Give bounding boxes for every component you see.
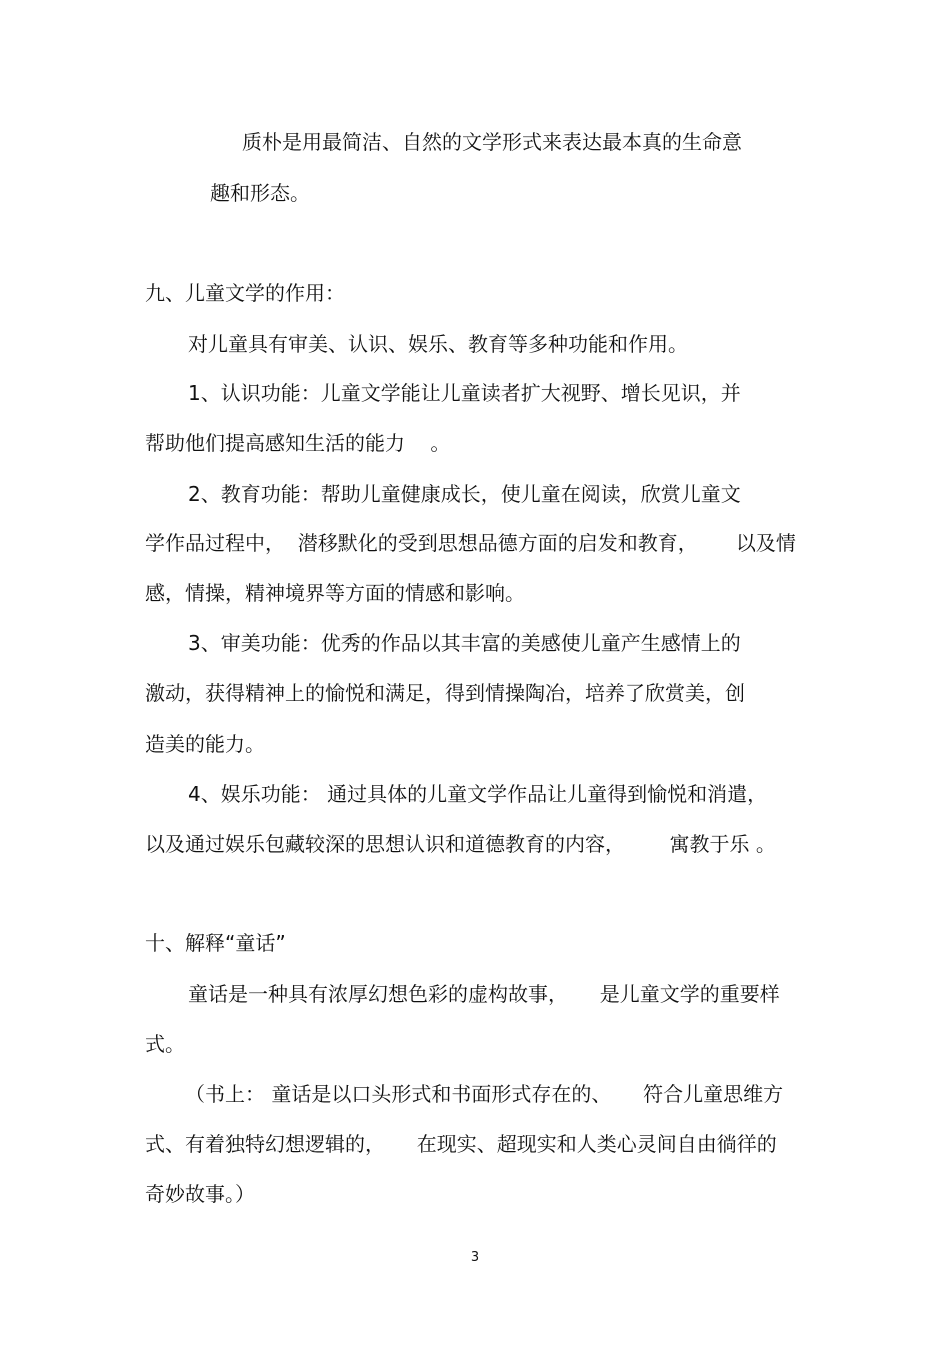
paragraph-line: 奇妙故事。）	[145, 1182, 255, 1206]
paragraph-line: 童话是一种具有浓厚幻想色彩的虚构故事， 是儿童文学的重要样	[188, 982, 780, 1006]
paragraph-line: 2、教育功能：帮助儿童健康成长，使儿童在阅读，欣赏儿童文	[188, 482, 741, 506]
paragraph-line: 4、娱乐功能： 通过具体的儿童文学作品让儿童得到愉悦和消遣，	[188, 782, 768, 806]
paragraph-line: 对儿童具有审美、认识、娱乐、教育等多种功能和作用。	[188, 332, 688, 356]
paragraph-line: 学作品过程中， 潜移默化的受到思想品德方面的启发和教育， 以及情	[145, 531, 796, 555]
section-heading: 十、解释“童话”	[145, 931, 286, 955]
paragraph-line: 式、有着独特幻想逻辑的， 在现实、超现实和人类心灵间自由徜徉的	[145, 1132, 777, 1156]
paragraph-line: （书上： 童话是以口头形式和书面形式存在的、 符合儿童思维方	[185, 1082, 784, 1106]
paragraph-line: 趣和形态。	[210, 181, 310, 205]
paragraph-line: 1、认识功能：儿童文学能让儿童读者扩大视野、增长见识，并	[188, 381, 741, 405]
paragraph-line: 感，情操，精神境界等方面的情感和影响。	[145, 581, 525, 605]
paragraph-line: 以及通过娱乐包藏较深的思想认识和道德教育的内容， 寓教于乐 。	[145, 832, 776, 856]
page-number: 3	[470, 1250, 480, 1265]
paragraph-line: 激动，获得精神上的愉悦和满足，得到情操陶冶，培养了欣赏美，创	[145, 681, 745, 705]
paragraph-line: 3、审美功能：优秀的作品以其丰富的美感使儿童产生感情上的	[188, 631, 741, 655]
paragraph-line: 式。	[145, 1032, 185, 1056]
paragraph-line: 质朴是用最简洁、自然的文学形式来表达最本真的生命意	[242, 130, 742, 154]
section-heading: 九、儿童文学的作用：	[145, 281, 345, 305]
paragraph-line: 造美的能力。	[145, 732, 265, 756]
paragraph-line: 帮助他们提高感知生活的能力 。	[145, 431, 451, 455]
